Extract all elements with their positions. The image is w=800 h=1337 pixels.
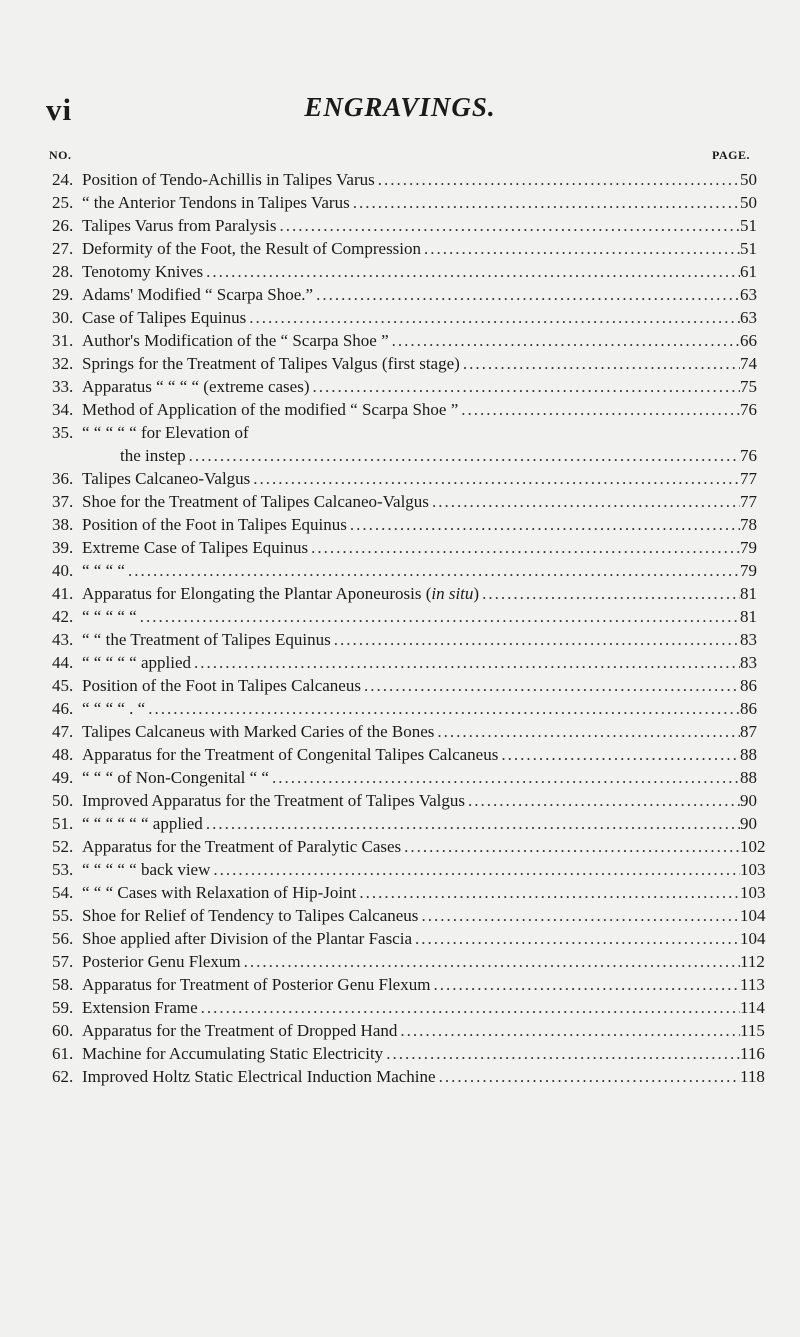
list-item (0, 329, 800, 352)
list-item (0, 881, 800, 904)
entry-title: “ “ “ “ “ applied (82, 653, 192, 672)
entry-number: 55. (52, 906, 74, 925)
dot-leader (364, 674, 740, 697)
entry-title-line (82, 697, 740, 720)
entry-title: “ “ “ “ “ back view (82, 860, 211, 879)
dot-leader (206, 812, 740, 835)
entry-number: 24. (52, 170, 74, 189)
entry-page: 63 (740, 285, 757, 304)
dot-leader (400, 1019, 740, 1042)
entry-number: 47. (52, 722, 74, 741)
entry-number: 50. (52, 791, 74, 810)
entry-page: 61 (740, 262, 757, 281)
list-item (0, 375, 800, 398)
entry-number: 45. (52, 676, 74, 695)
engravings-list (0, 168, 800, 1088)
column-header-page: PAGE. (712, 148, 750, 162)
entry-title-line (82, 329, 740, 352)
dot-leader (279, 214, 740, 237)
entry-title-line (82, 352, 740, 375)
entry-number: 27. (52, 239, 74, 258)
entry-number: 48. (52, 745, 74, 764)
dot-leader (206, 260, 740, 283)
entry-title-line (82, 421, 740, 444)
entry-title-line (82, 398, 740, 421)
entry-title-line (82, 973, 740, 996)
entry-number: 54. (52, 883, 74, 902)
list-item (0, 536, 800, 559)
entry-title-line (82, 858, 740, 881)
entry-page: 103 (740, 883, 766, 902)
dot-leader (501, 743, 740, 766)
list-item (0, 858, 800, 881)
entry-number: 57. (52, 952, 74, 971)
entry-title: “ “ “ “ “ “ applied (82, 814, 203, 833)
list-item (0, 306, 800, 329)
entry-title: Improved Holtz Static Electrical Induction Machine (82, 1067, 436, 1086)
entry-number: 52. (52, 837, 74, 856)
dot-leader (439, 1065, 740, 1088)
entry-title-line (82, 628, 740, 651)
entry-title: Shoe applied after Division of the Plantar Fascia (82, 929, 412, 948)
entry-number: 56. (52, 929, 74, 948)
entry-title: Apparatus for the Treatment of Dropped Hand (82, 1021, 398, 1040)
list-item (0, 467, 800, 490)
dot-leader (461, 398, 740, 421)
dot-leader (253, 467, 740, 490)
dot-leader (359, 881, 740, 904)
entry-title: Posterior Genu Flexum (82, 952, 241, 971)
dot-leader (424, 237, 740, 260)
entry-title: Position of Tendo-Achillis in Talipes Varus (82, 170, 375, 189)
entry-page: 76 (740, 446, 757, 465)
dot-leader (350, 513, 740, 536)
entry-title-line (82, 766, 740, 789)
entry-page: 88 (740, 768, 757, 787)
dot-leader (386, 1042, 740, 1065)
list-item (0, 904, 800, 927)
dot-leader (392, 329, 740, 352)
entry-page: 116 (740, 1044, 765, 1063)
entry-title-line (82, 674, 740, 697)
entry-title-line (82, 835, 740, 858)
entry-title-line (82, 191, 740, 214)
entry-page: 87 (740, 722, 757, 741)
list-item (0, 1019, 800, 1042)
list-item (0, 789, 800, 812)
dot-leader (378, 168, 740, 191)
entry-title: Position of the Foot in Talipes Calcaneus (82, 676, 361, 695)
entry-page: 90 (740, 814, 757, 833)
dot-leader (148, 697, 740, 720)
entry-page: 88 (740, 745, 757, 764)
list-item (0, 697, 800, 720)
entry-number: 60. (52, 1021, 74, 1040)
entry-number: 25. (52, 193, 74, 212)
entry-page: 79 (740, 561, 757, 580)
list-item (0, 582, 800, 605)
entry-page: 114 (740, 998, 765, 1017)
entry-number: 58. (52, 975, 74, 994)
dot-leader (140, 605, 740, 628)
entry-page: 66 (740, 331, 757, 350)
entry-title-line (82, 1042, 740, 1065)
dot-leader (432, 490, 740, 513)
entry-title: Author's Modification of the “ Scarpa Shoe ” (82, 331, 389, 350)
dot-leader (482, 582, 740, 605)
dot-leader (244, 950, 740, 973)
entry-title: “ “ “ of Non-Congenital “ “ (82, 768, 269, 787)
dot-leader (353, 191, 740, 214)
entry-title: Deformity of the Foot, the Result of Compression (82, 239, 422, 258)
list-item (0, 743, 800, 766)
dot-leader (128, 559, 740, 582)
entry-title: Shoe for Relief of Tendency to Talipes Calcaneus (82, 906, 419, 925)
entry-title: Apparatus for Elongating the Plantar Aponeurosis (in situ) (82, 584, 480, 603)
entry-number: 34. (52, 400, 74, 419)
entry-number: 35. (52, 423, 74, 442)
entry-number: 26. (52, 216, 74, 235)
entry-page: 90 (740, 791, 757, 810)
entry-page: 83 (740, 630, 757, 649)
dot-leader (249, 306, 740, 329)
entry-number: 53. (52, 860, 74, 879)
entry-number: 37. (52, 492, 74, 511)
dot-leader (189, 444, 740, 467)
entry-title: “ “ “ Cases with Relaxation of Hip-Joint (82, 883, 357, 902)
entry-title-line (82, 812, 740, 835)
entry-page: 51 (740, 216, 757, 235)
dot-leader (433, 973, 740, 996)
entry-page: 103 (740, 860, 766, 879)
entry-number: 59. (52, 998, 74, 1017)
entry-page: 83 (740, 653, 757, 672)
entry-title: Adams' Modified “ Scarpa Shoe.” (82, 285, 314, 304)
entry-number: 62. (52, 1067, 74, 1086)
entry-title-line (82, 375, 740, 398)
entry-title: Extreme Case of Talipes Equinus (82, 538, 309, 557)
entry-title: Apparatus for the Treatment of Paralytic Cases (82, 837, 402, 856)
list-item (0, 927, 800, 950)
entry-page: 81 (740, 607, 757, 626)
entry-page: 50 (740, 193, 757, 212)
entry-page: 77 (740, 469, 757, 488)
dot-leader (468, 789, 740, 812)
dot-leader (252, 421, 740, 444)
entry-title: Springs for the Treatment of Talipes Valgus (first stage) (82, 354, 460, 373)
entry-title-line (82, 536, 740, 559)
dot-leader (311, 536, 740, 559)
entry-number: 43. (52, 630, 74, 649)
entry-number: 49. (52, 768, 74, 787)
entry-title: Shoe for the Treatment of Talipes Calcaneo-Valgus (82, 492, 429, 511)
list-item (0, 1065, 800, 1088)
list-item (0, 559, 800, 582)
entry-title: “ the Anterior Tendons in Talipes Varus (82, 193, 350, 212)
entry-number: 40. (52, 561, 74, 580)
entry-title: Case of Talipes Equinus (82, 308, 247, 327)
list-item (0, 950, 800, 973)
entry-title-line (82, 214, 740, 237)
entry-page: 113 (740, 975, 765, 994)
dot-leader (415, 927, 740, 950)
entry-title-line (82, 927, 740, 950)
entry-title-line (82, 306, 740, 329)
entry-page: 76 (740, 400, 757, 419)
entry-title: “ “ “ “ . “ (82, 699, 146, 718)
list-item (0, 398, 800, 421)
entry-number: 33. (52, 377, 74, 396)
entry-title-line (82, 283, 740, 306)
list-item (0, 720, 800, 743)
entry-number: 44. (52, 653, 74, 672)
list-item (0, 260, 800, 283)
list-item (0, 674, 800, 697)
list-item (0, 605, 800, 628)
entry-title: Machine for Accumulating Static Electricity (82, 1044, 384, 1063)
entry-title: Tenotomy Knives (82, 262, 204, 281)
list-item (0, 628, 800, 651)
entry-page: 78 (740, 515, 757, 534)
list-item (0, 444, 800, 467)
entry-number: 42. (52, 607, 74, 626)
entry-title-line (82, 467, 740, 490)
entry-title: “ “ “ “ (82, 561, 125, 580)
dot-leader (272, 766, 740, 789)
entry-title-line (82, 996, 740, 1019)
entry-page: 79 (740, 538, 757, 557)
entry-number: 32. (52, 354, 74, 373)
page-folio: vi (46, 92, 73, 127)
entry-number: 39. (52, 538, 74, 557)
list-item (0, 513, 800, 536)
entry-title-line (82, 789, 740, 812)
entry-title-line (82, 743, 740, 766)
entry-page: 75 (740, 377, 757, 396)
dot-leader (404, 835, 740, 858)
running-title: ENGRAVINGS. (304, 92, 496, 122)
entry-title: Extension Frame (82, 998, 198, 1017)
entry-title-line (82, 881, 740, 904)
entry-page: 77 (740, 492, 757, 511)
entry-title: Method of Application of the modified “ Scarpa Shoe ” (82, 400, 459, 419)
entry-title-line (82, 490, 740, 513)
entry-title-line (82, 237, 740, 260)
entry-title: Talipes Calcaneo-Valgus (82, 469, 251, 488)
entry-number: 38. (52, 515, 74, 534)
entry-title-line (82, 651, 740, 674)
entry-page: 104 (740, 906, 766, 925)
dot-leader (213, 858, 740, 881)
dot-leader (421, 904, 740, 927)
list-item (0, 973, 800, 996)
entry-page: 115 (740, 1021, 765, 1040)
entry-page: 102 (740, 837, 766, 856)
list-item (0, 191, 800, 214)
entry-title-line (120, 444, 740, 467)
entry-title-line (82, 1065, 740, 1088)
list-item (0, 812, 800, 835)
entry-number: 41. (52, 584, 74, 603)
dot-leader (463, 352, 740, 375)
entry-page: 51 (740, 239, 757, 258)
entry-title: Apparatus for Treatment of Posterior Genu Flexum (82, 975, 431, 994)
dot-leader (316, 283, 740, 306)
dot-leader (312, 375, 740, 398)
entry-title: Talipes Varus from Paralysis (82, 216, 277, 235)
entry-title-line (82, 582, 740, 605)
list-item (0, 283, 800, 306)
entry-page: 50 (740, 170, 757, 189)
page-header (0, 92, 800, 132)
entry-title-line (82, 950, 740, 973)
entry-page: 86 (740, 676, 757, 695)
entry-title-line (82, 605, 740, 628)
entry-page: 81 (740, 584, 757, 603)
entry-title-line (82, 168, 740, 191)
entry-number: 61. (52, 1044, 74, 1063)
entry-title: “ “ “ “ “ for Elevation of (82, 423, 249, 442)
column-headers (0, 148, 800, 168)
list-item (0, 168, 800, 191)
entry-page: 63 (740, 308, 757, 327)
list-item (0, 214, 800, 237)
dot-leader (194, 651, 740, 674)
list-item (0, 1042, 800, 1065)
list-item (0, 766, 800, 789)
dot-leader (334, 628, 740, 651)
entry-title: the instep (120, 446, 186, 465)
list-item (0, 352, 800, 375)
entry-title: Talipes Calcaneus with Marked Caries of the Bones (82, 722, 435, 741)
entry-page: 86 (740, 699, 757, 718)
entry-number: 46. (52, 699, 74, 718)
list-item (0, 651, 800, 674)
dot-leader (437, 720, 740, 743)
entry-page: 112 (740, 952, 765, 971)
entry-title: Improved Apparatus for the Treatment of Talipes Valgus (82, 791, 465, 810)
entry-number: 30. (52, 308, 74, 327)
entry-title-line (82, 513, 740, 536)
column-header-number: NO. (49, 148, 72, 162)
entry-page: 118 (740, 1067, 765, 1086)
entry-title: Apparatus “ “ “ “ (extreme cases) (82, 377, 310, 396)
entry-title-line (82, 720, 740, 743)
dot-leader (201, 996, 740, 1019)
entry-title: Position of the Foot in Talipes Equinus (82, 515, 347, 534)
entry-number: 36. (52, 469, 74, 488)
entry-title-line (82, 1019, 740, 1042)
list-item (0, 421, 800, 444)
entry-title-line (82, 904, 740, 927)
list-item (0, 237, 800, 260)
entry-number: 51. (52, 814, 74, 833)
entry-title-line (82, 260, 740, 283)
list-item (0, 835, 800, 858)
entry-number: 29. (52, 285, 74, 304)
list-item (0, 996, 800, 1019)
entry-page: 74 (740, 354, 757, 373)
entry-number: 31. (52, 331, 74, 350)
entry-number: 28. (52, 262, 74, 281)
entry-page: 104 (740, 929, 766, 948)
list-item (0, 490, 800, 513)
entry-title-line (82, 559, 740, 582)
entry-title: “ “ “ “ “ (82, 607, 137, 626)
entry-title: “ “ the Treatment of Talipes Equinus (82, 630, 331, 649)
entry-title: Apparatus for the Treatment of Congenital Talipes Calcaneus (82, 745, 499, 764)
